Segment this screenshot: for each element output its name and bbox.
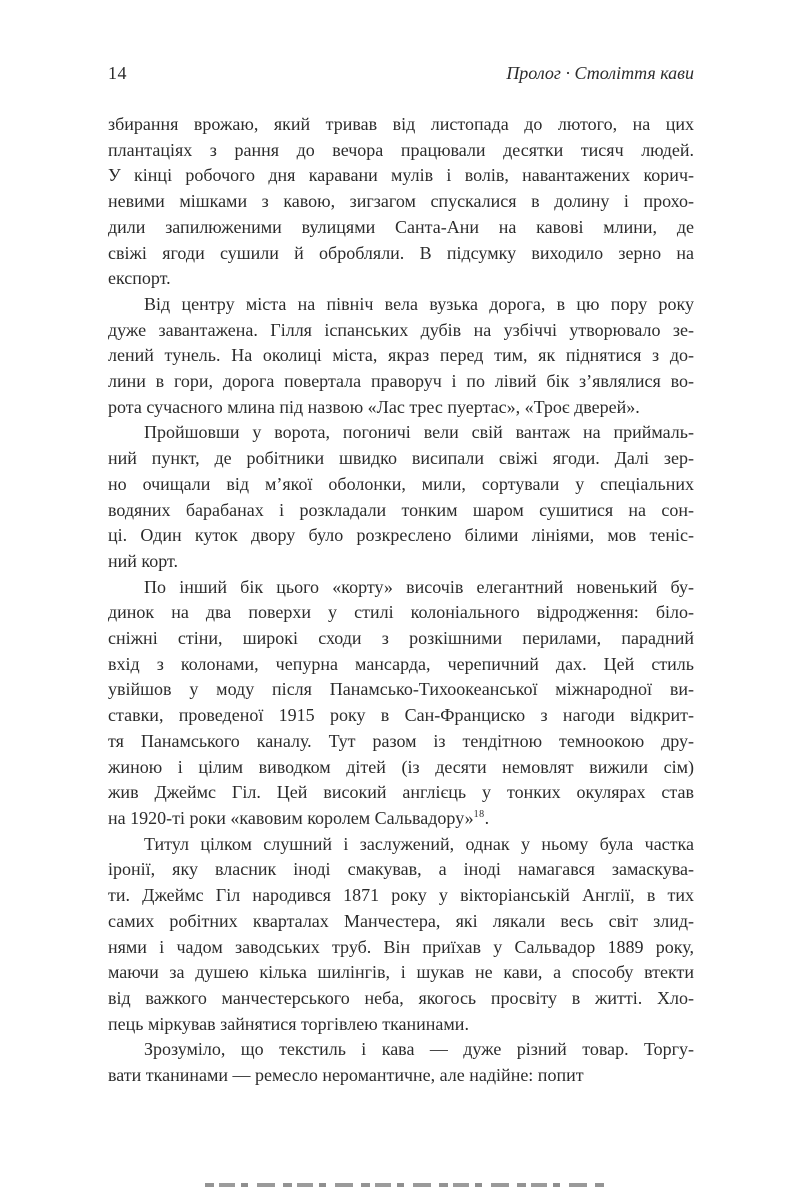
paragraph-6 (108, 1037, 694, 1088)
text-line: маючи за душею кілька шилінгів, і шукав не кави, а способу втекти (108, 962, 694, 983)
text-line: самих робітних кварталах Манчестера, які лякали весь світ злид- (108, 910, 694, 931)
text-line: плантаціях з рання до вечора працювали десятки тисяч людей. (108, 139, 694, 160)
text-line: лини в гори, дорога повертала праворуч і по лівий бік з’являлися во- (108, 371, 694, 392)
paragraph-1 (108, 112, 694, 292)
text-line: Пройшовши у ворота, погоничі вели свій вантаж на приймаль- (144, 422, 694, 443)
text-line: У кінці робочого дня каравани мулів і волів, навантажених корич- (108, 165, 694, 186)
text-line: вати тканинами — ремесло неромантичне, але надійне: попит (108, 1065, 584, 1086)
text-line: Титул цілком слушний і заслужений, однак у ньому була частка (144, 833, 694, 854)
paragraph-4 (108, 575, 694, 832)
text-line: іронії, яку власник іноді смакував, а іноді намагався замаскува- (108, 859, 694, 880)
text-line: невими мішками з кавою, зигзагом спускалися в долину і прохо- (108, 191, 694, 212)
text-line: нями і чадом заводських труб. Він приїхав у Сальвадор 1889 року, (108, 936, 694, 957)
body-text (108, 112, 694, 1089)
page-number: 14 (108, 63, 127, 83)
text-line: жиною і цілим виводком дітей (із десяти немовлят вижили сім) (108, 756, 694, 777)
text-line (108, 806, 694, 832)
text-line: дуже завантажена. Гілля іспанських дубів на узбіччі утворювало зе- (108, 319, 694, 340)
text-line: дили запилюженими вулицями Санта-Ани на кавові млини, де (108, 216, 694, 237)
text-line: ний корт. (108, 550, 179, 571)
text-line: но очищали від м’якої оболонки, мили, сортували у спеціальних (108, 473, 694, 494)
text-line: Зрозуміло, що текстиль і кава — дуже різний товар. Торгу- (144, 1039, 694, 1060)
cut-off-next-line-fragment (205, 1180, 605, 1187)
paragraph-3 (108, 420, 694, 574)
paragraph-2 (108, 292, 694, 421)
text-line: ний пункт, де робітники швидко висипали свіжі ягоди. Далі зер- (108, 448, 694, 469)
footnote-reference: 18 (473, 808, 485, 820)
text-line: лений тунель. На околиці міста, якраз перед тим, як піднятися з до- (108, 345, 694, 366)
text-line: вхід з колонами, чепурна мансарда, черепичний дах. Цей стиль (108, 653, 694, 674)
text-line: від важкого манчестерського неба, якогось просвіту в житті. Хло- (108, 987, 694, 1008)
text-line: рота сучасного млина під назвою «Лас трес пуертас», «Троє дверей». (108, 396, 640, 417)
text-line: пець міркував зайнятися торгівлею тканинами. (108, 1013, 469, 1034)
text-line: ці. Один куток двору було розкреслено білими лініями, мов теніс- (108, 525, 694, 546)
text-line: Від центру міста на північ вела вузька дорога, в цю пору року (144, 293, 694, 314)
running-header: Пролог · Століття кави (506, 63, 694, 83)
text-line: збирання врожаю, який тривав від листопада до лютого, на цих (108, 114, 694, 134)
text-line: тя Панамського каналу. Тут разом із тендітною темноокою дру- (108, 730, 694, 751)
text-line: ти. Джеймс Гіл народився 1871 року у вікторіанській Англії, в тих (108, 885, 694, 906)
text-line: сніжні стіни, широкі сходи з розкішними перилами, парадний (108, 628, 694, 649)
text-span: на 1920-ті роки «кавовим королем Сальвадору» (108, 807, 474, 828)
text-line: По інший бік цього «корту» височів елегантний новенький бу- (144, 576, 694, 597)
text-line: динок на два поверхи у стилі колоніального відродження: біло- (108, 602, 694, 623)
text-span: . (484, 807, 490, 828)
text-line: свіжі ягоди сушили й обробляли. В підсумку виходило зерно на (108, 242, 694, 263)
page-header (108, 60, 694, 86)
text-line: увійшов у моду після Панамсько-Тихоокеанської міжнародної ви- (108, 679, 694, 700)
text-line: жив Джеймс Гіл. Цей високий англієць у тонких окулярах став (108, 782, 694, 803)
paragraph-5 (108, 832, 694, 1038)
text-line: ставки, проведеної 1915 року в Сан-Франциско з нагоди відкрит- (108, 705, 694, 726)
text-line: водяних барабанах і розкладали тонким шаром сушитися на сон- (108, 499, 694, 520)
text-line: експорт. (108, 268, 171, 289)
